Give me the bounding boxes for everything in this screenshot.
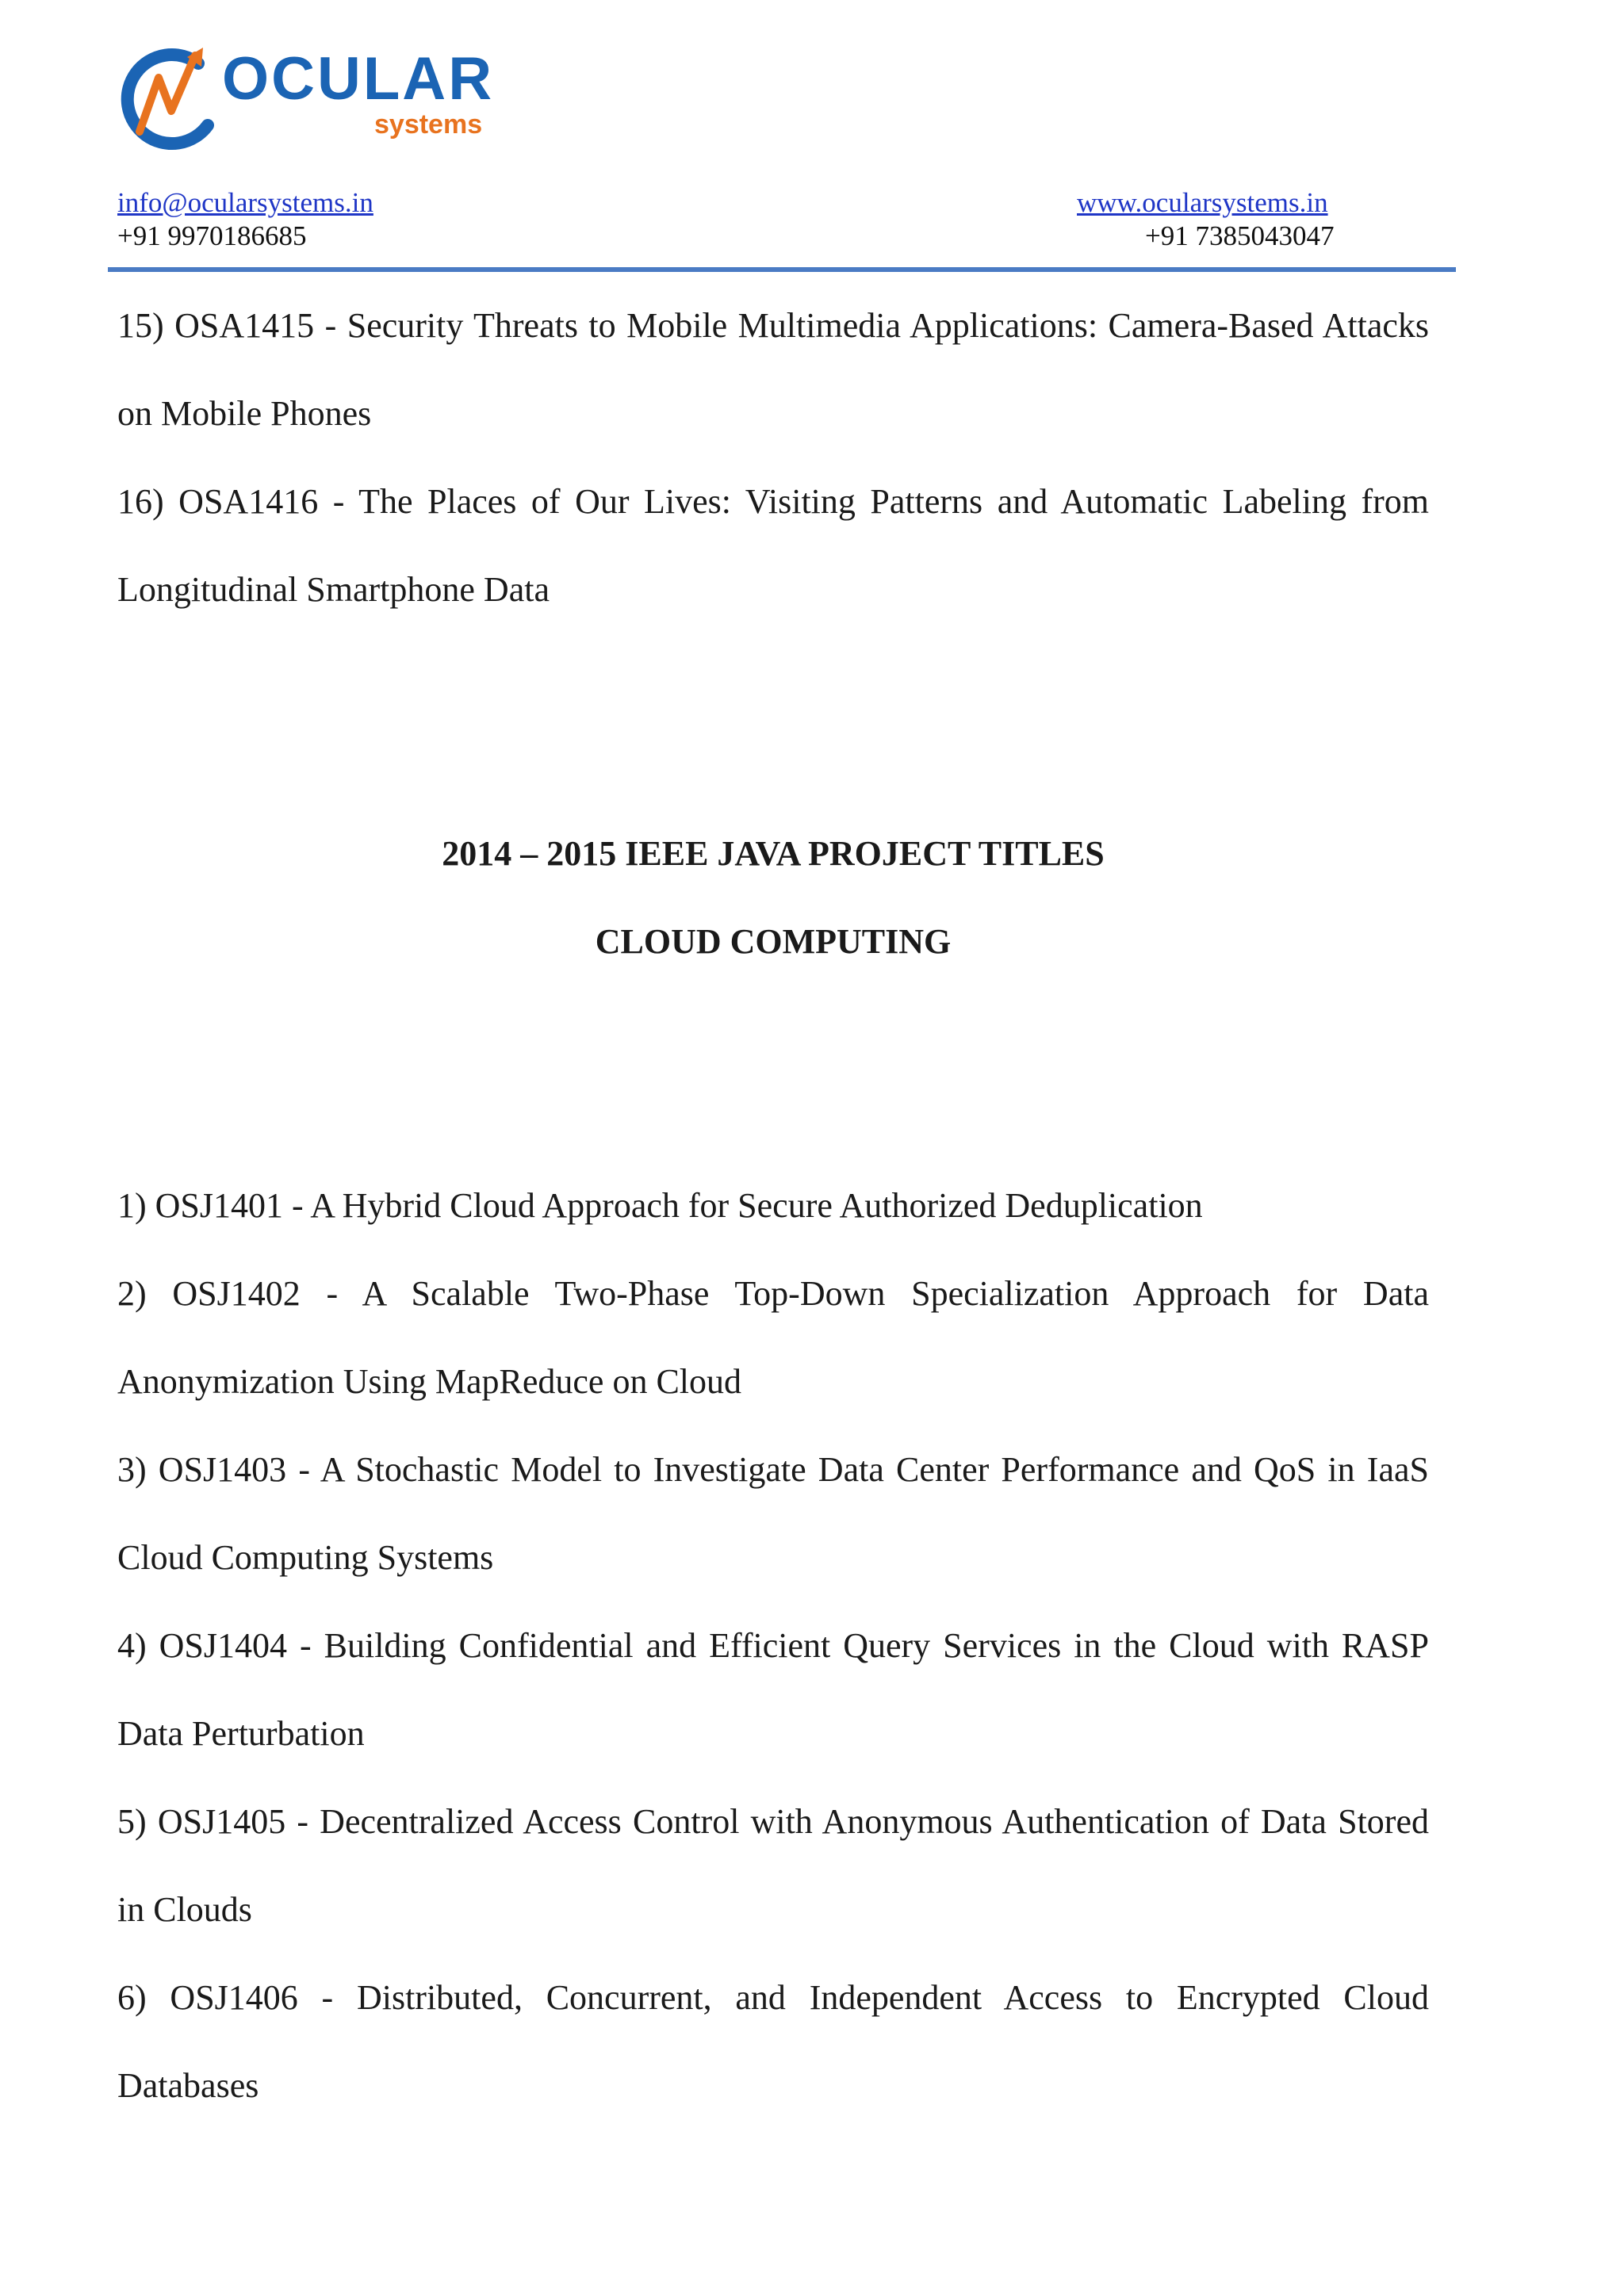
company-logo [119,38,495,157]
contact-phone-left: +91 9970186685 [117,220,307,251]
spacer [117,721,1429,809]
ocular-logo-icon [119,46,226,157]
list-item: 5) OSJ1405 - Decentralized Access Control with Anonymous Authentication of Data Stored in Clouds [117,1802,1429,1929]
contact-phone-right: +91 7385043047 [1145,220,1335,251]
email-link[interactable]: info@ocularsystems.in [117,187,373,218]
list-item-previous: 15) OSA1415 - Security Threats to Mobile Multimedia Applications: Camera-Based Attacks on Mobile Phones [117,306,1429,433]
website-link[interactable]: www.ocularsystems.in [1077,187,1328,218]
logo-wordmark: OCULAR [222,45,495,113]
section-title: 2014 – 2015 IEEE JAVA PROJECT TITLES [442,834,1105,873]
spacer [117,985,1429,1073]
section-subtitle: CLOUD COMPUTING [595,922,952,961]
list-item-previous: 16) OSA1416 - The Places of Our Lives: Visiting Patterns and Automatic Labeling from Longitudinal Smartphone Data [117,482,1429,609]
spacer [117,1073,1429,1161]
header-divider [108,267,1456,272]
list-item: 3) OSJ1403 - A Stochastic Model to Investigate Data Center Performance and QoS in IaaS Cloud Computing Systems [117,1450,1429,1577]
list-item: 4) OSJ1404 - Building Confidential and Efficient Query Services in the Cloud with RASP Data Perturbation [117,1626,1429,1753]
contact-website[interactable] [1077,189,1328,216]
list-item: 2) OSJ1402 - A Scalable Two-Phase Top-Down Specialization Approach for Data Anonymization Using MapReduce on Cloud [117,1274,1429,1401]
contact-email[interactable] [117,189,373,216]
list-item: 1) OSJ1401 - A Hybrid Cloud Approach for Secure Authorized Deduplication [117,1186,1203,1225]
spacer [117,633,1429,721]
logo-subtext: systems [374,109,483,140]
document-body [117,281,1429,2130]
list-item: 6) OSJ1406 - Distributed, Concurrent, and Independent Access to Encrypted Cloud Databases [117,1978,1429,2105]
